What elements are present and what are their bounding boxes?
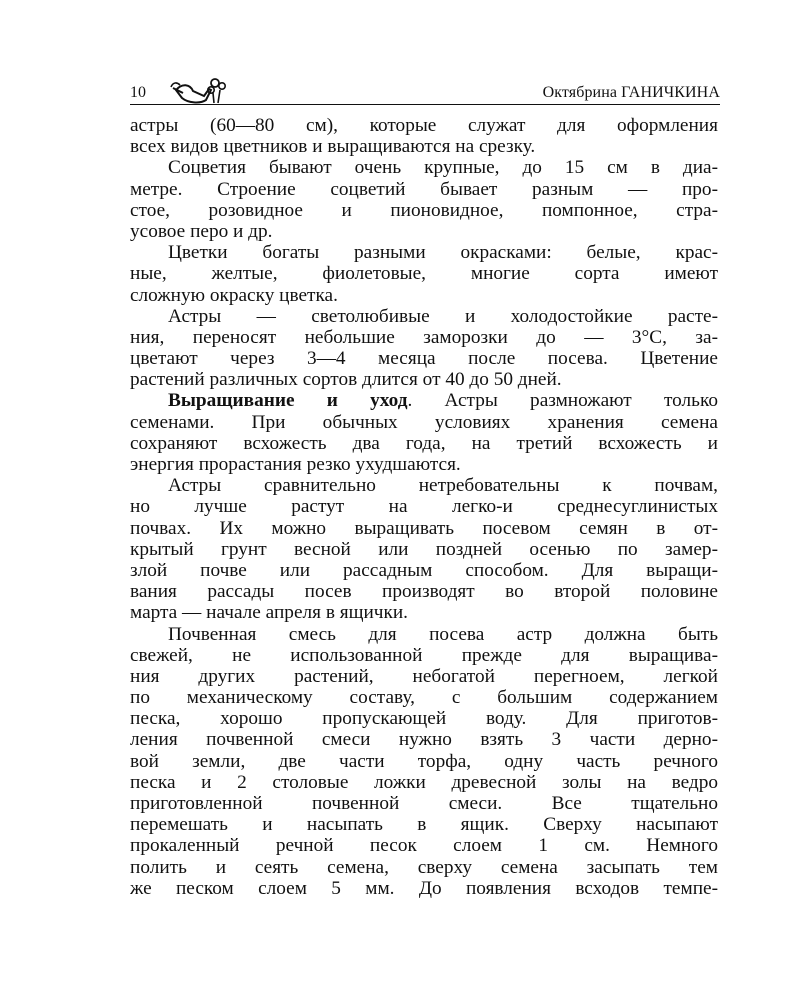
heading-continuation: . Астры размножают только [407,390,718,412]
text-line: но лучше растут на легко-и среднесуглинистых [130,496,718,518]
text-line: же песком слоем 5 мм. До появления всходов темпе- [130,877,718,899]
text-line: Цветки богаты разными окрасками: белые, крас- [168,242,718,264]
text-line: приготовленной почвенной смеси. Все тщательно [130,793,718,814]
text-line: Астры — светолюбивые и холодостойкие расте- [168,305,718,327]
text-line: сохраняют всхожесть два года, на третий всхожесть и [130,432,718,454]
text-line: ления почвенной смеси нужно взять 3 части дерно- [130,729,718,751]
text-line: ния, переносят небольшие заморозки до — 3°С, за- [130,326,718,348]
text-line: Астры сравнительно нетребовательны к почвам, [168,475,718,497]
text-line: крытый грунт весной или поздней осенью по замер- [130,538,718,560]
text-line: свежей, не использованной прежде для выращива- [130,644,718,666]
text-line: семенами. При обычных условиях хранения семена [130,411,718,433]
text-line: Соцветия бывают очень крупные, до 15 см в диа- [168,157,718,179]
text-line: стое, розовидное и пионовидное, помпонное, стра- [130,199,718,221]
text-line: всех видов цветников и выращиваются на срезку. [130,136,536,158]
header-rule [130,104,720,105]
text-line: по механическому составу, с большим содержанием [130,687,718,709]
text-line: перемешать и насыпать в ящик. Сверху насыпают [130,814,718,836]
text-line: прокаленный речной песок слоем 1 см. Немного [130,835,718,857]
text-line: марта — начале апреля в ящички. [130,602,408,624]
text-line: энергия прорастания резко ухудшаются. [130,454,461,475]
text-line: вания рассады посев производят во второй половине [130,581,718,603]
text-line: сложную окраску цветка. [130,284,338,306]
text-line: растений различных сортов длится от 40 до 50 дней. [130,369,562,391]
body-text [130,115,718,899]
text-line: Почвенная смесь для посева астр должна быть [168,623,718,645]
text-line: ные, желтые, фиолетовые, многие сорта имеют [130,263,718,285]
text-line: полить и сеять семена, сверху семена засыпать тем [130,856,718,878]
page-number: 10 [130,84,146,101]
text-line: цветают через 3—4 месяца после посева. Цветение [130,348,718,370]
text-line-with-heading [130,390,718,411]
section-heading: Выращивание и уход [168,390,408,412]
text-line: ния других растений, небогатой перегноем, легкой [130,665,718,687]
page-header [130,76,720,106]
running-head: Октябрина ГАНИЧКИНА [542,84,720,101]
text-line: песка и 2 столовые ложки древесной золы на ведро [130,771,718,793]
text-line: почвах. Их можно выращивать посевом семян в от- [130,517,718,539]
text-line: вой земли, две части торфа, одну часть речного [130,750,718,772]
text-line: усовое перо и др. [130,220,273,242]
text-line: песка, хорошо пропускающей воду. Для приготов- [130,708,718,730]
text-line: метре. Строение соцветий бывает разным — про- [130,178,718,200]
text-line: астры (60—80 см), которые служат для оформления [130,115,718,136]
text-line: злой почве или рассадным способом. Для выращи- [130,559,718,581]
flower-watering-can-icon [170,76,226,106]
